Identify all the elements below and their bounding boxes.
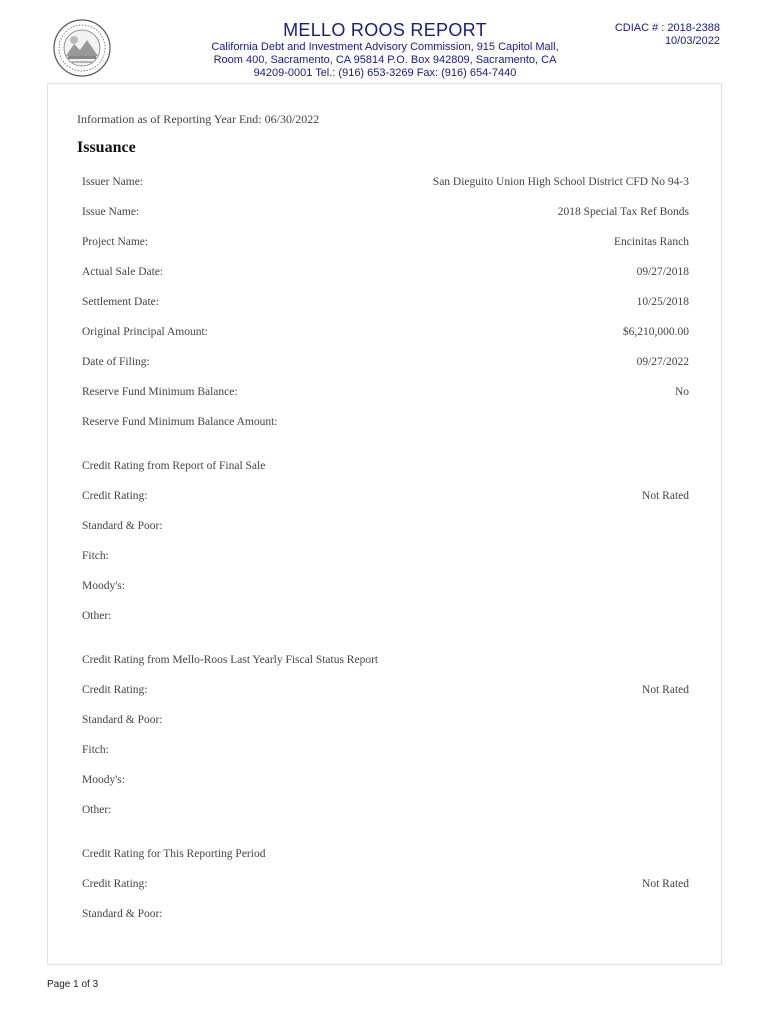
field-label: Date of Filing: [82, 356, 150, 368]
row-reserve-min-balance [82, 386, 689, 402]
cdiac-number: CDIAC # : 2018-2388 [614, 22, 720, 34]
heading-rating-final-sale: Credit Rating from Report of Final Sale [82, 460, 266, 472]
field-value: $6,210,000.00 [622, 326, 689, 338]
field-value: 09/27/2018 [636, 266, 689, 278]
row-credit-rating [82, 684, 689, 700]
field-label: Moody's: [82, 774, 125, 786]
row-credit-rating [82, 878, 689, 894]
field-label: Standard & Poor: [82, 908, 163, 920]
field-label: Fitch: [82, 550, 109, 562]
report-date: 10/03/2022 [664, 35, 720, 47]
state-seal-icon [52, 18, 112, 78]
field-label: Original Principal Amount: [82, 326, 208, 338]
field-label: Other: [82, 610, 112, 622]
row-actual-sale-date [82, 266, 689, 282]
field-value: 10/25/2018 [636, 296, 689, 308]
field-label: Issue Name: [82, 206, 140, 218]
field-value: Encinitas Ranch [613, 236, 689, 248]
row-moodys [82, 774, 689, 790]
field-label: Issuer Name: [82, 176, 143, 188]
row-project-name [82, 236, 689, 252]
row-standard-poor [82, 908, 689, 924]
field-label: Credit Rating: [82, 878, 148, 890]
field-label: Other: [82, 804, 112, 816]
field-value: 2018 Special Tax Ref Bonds [557, 206, 689, 218]
row-standard-poor [82, 520, 689, 536]
field-value: No [674, 386, 689, 398]
field-value: Not Rated [642, 878, 689, 890]
row-original-principal [82, 326, 689, 342]
row-fitch [82, 550, 689, 566]
row-issuer-name [82, 176, 689, 192]
section-title-issuance: Issuance [77, 139, 136, 156]
row-issue-name [82, 206, 689, 222]
cdiac-block [615, 22, 720, 48]
row-other [82, 610, 689, 626]
row-date-of-filing [82, 356, 689, 372]
address-line-1: California Debt and Investment Advisory Commission, 915 Capitol Mall, [211, 41, 559, 53]
field-label: Settlement Date: [82, 296, 159, 308]
field-label: Credit Rating: [82, 684, 148, 696]
row-settlement-date [82, 296, 689, 312]
field-label: Standard & Poor: [82, 714, 163, 726]
heading-rating-this-period: Credit Rating for This Reporting Period [82, 848, 266, 860]
row-credit-rating [82, 490, 689, 506]
page-number: Page 1 of 3 [47, 979, 99, 990]
reporting-year-info: Information as of Reporting Year End: 06/30/2022 [77, 112, 320, 126]
field-value: 09/27/2022 [636, 356, 689, 368]
field-value: San Dieguito Union High School District CFD No 94-3 [432, 176, 689, 188]
address-line-2: Room 400, Sacramento, CA 95814 P.O. Box 942809, Sacramento, CA [213, 54, 557, 66]
field-label: Project Name: [82, 236, 149, 248]
row-standard-poor [82, 714, 689, 730]
field-label: Fitch: [82, 744, 109, 756]
field-value: Not Rated [642, 490, 689, 502]
field-label: Actual Sale Date: [82, 266, 164, 278]
report-title: MELLO ROOS REPORT [283, 20, 487, 40]
row-other [82, 804, 689, 820]
field-label: Credit Rating: [82, 490, 148, 502]
row-moodys [82, 580, 689, 596]
field-label: Reserve Fund Minimum Balance: [82, 386, 238, 398]
address-line-3: 94209-0001 Tel.: (916) 653-3269 Fax: (916) 654-7440 [253, 67, 517, 79]
field-label: Moody's: [82, 580, 125, 592]
agency-address [190, 41, 580, 80]
heading-rating-last-yearly: Credit Rating from Mello-Roos Last Yearly Fiscal Status Report [82, 654, 379, 666]
field-label: Standard & Poor: [82, 520, 163, 532]
field-label: Reserve Fund Minimum Balance Amount: [82, 416, 278, 428]
row-reserve-min-amount [82, 416, 689, 432]
row-fitch [82, 744, 689, 760]
field-value: Not Rated [642, 684, 689, 696]
